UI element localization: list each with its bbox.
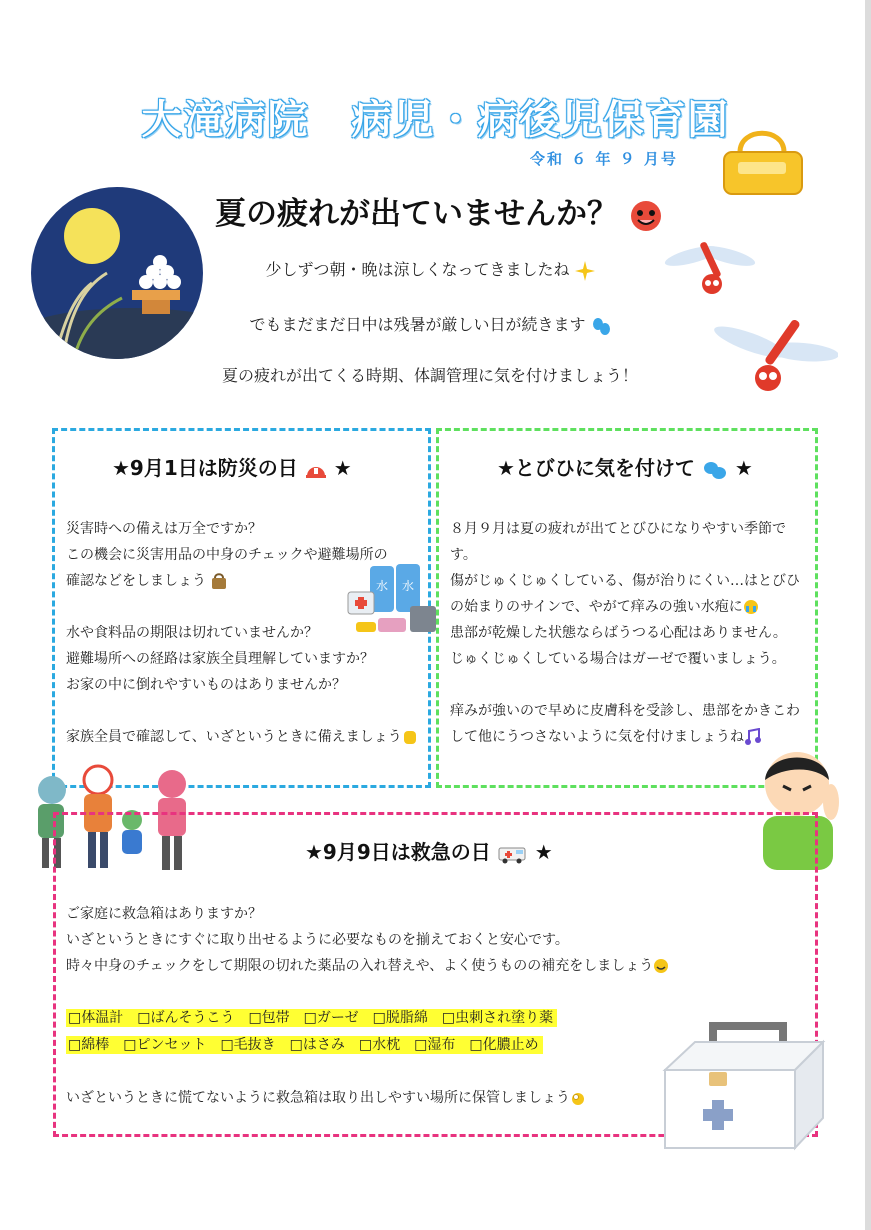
emergency-day-text: ご家庭に救急箱はありますか？ いざというときにすぐに取り出せるように必要なものを揃えておくと安心です。 時々中身のチェックをして期限の切れた薬品の入れ替えや、よく使うものの補充をしましょう <box>66 901 669 979</box>
crying-emoji <box>743 599 759 615</box>
tobihi-text: ８月９月は夏の疲れが出てとびひになりやすい季節です。 傷がじゅくじゅくしている、傷が治りにくい…はとびひの始まりのサインで、やがて痒みの強い水疱に 患部が乾燥した状態ならばうつる心配はありません。 じゅくじゅくしている場合はガーゼで覆いましょう。 痒みが強いので早めに皮膚科を受診し、患部をかきこわして他にうつさないように気を付けましょうね <box>450 521 800 745</box>
hot-face-emoji <box>629 199 663 233</box>
intro-line-1: 少しずつ朝・晩は涼しくなってきましたね <box>150 257 710 281</box>
helmet-emoji <box>305 460 327 480</box>
emergency-closing: いざというときに慌てないように救急箱は取り出しやすい場所に保管しましょう <box>66 1085 586 1111</box>
headline <box>215 188 663 233</box>
checklist-row-1: □体温計 □ばんそうこう □包帯 □ガーゼ □脱脂綿 □虫刺され塗り薬 <box>66 1007 557 1029</box>
page-title: 大滝病院 病児・病後児保育園 <box>141 97 730 143</box>
ambulance-emoji <box>498 844 528 864</box>
disaster-day-title: ★9月1日は防災の日 ★ <box>112 456 352 480</box>
page-edge <box>865 0 871 1230</box>
smile-emoji <box>653 958 669 974</box>
disaster-day-text: 災害時への備えは万全ですか？ この機会に災害用品の中身のチェックや避難場所の 確認などをしましょう 水や食料品の期限は切れていませんか？ 避難場所への経路は家族全員理解していますか？ お家の中に倒れやすいものはありませんか？ 家族全員で確認して、いざというときに備えましょう <box>66 516 418 750</box>
first-aid-box-illustration <box>655 1018 830 1153</box>
disaster-supplies-illustration <box>346 562 438 640</box>
sweat-emoji <box>591 316 611 336</box>
water-label-2: 水 <box>402 579 415 593</box>
sparkle-emoji <box>575 261 595 281</box>
dragonfly-illustration <box>708 308 838 400</box>
checklist-row-2: □綿棒 □ピンセット □毛抜き □はさみ □水枕 □湿布 □化膿止め <box>66 1034 543 1056</box>
issue-date: 令和 ６ 年 ９ 月号 <box>530 150 678 168</box>
ok-hand-emoji <box>570 1089 586 1107</box>
bag-emoji <box>210 572 228 590</box>
sweat-emoji <box>702 460 728 480</box>
fist-emoji <box>402 728 418 746</box>
water-label-1: 水 <box>376 579 389 593</box>
emergency-day-title: ★9月9日は救急の日 ★ <box>305 840 553 864</box>
tobihi-title: ★とびひに気を付けて ★ <box>497 456 753 480</box>
bag-illustration <box>718 122 808 202</box>
headline-text: 夏の疲れが出ていませんか？ <box>215 196 618 232</box>
intro-line-3: 夏の疲れが出てくる時期、体調管理に気を付けましょう！ <box>221 366 638 385</box>
intro-line-2: でもまだまだ日中は残暑が厳しい日が続きます <box>150 312 710 336</box>
